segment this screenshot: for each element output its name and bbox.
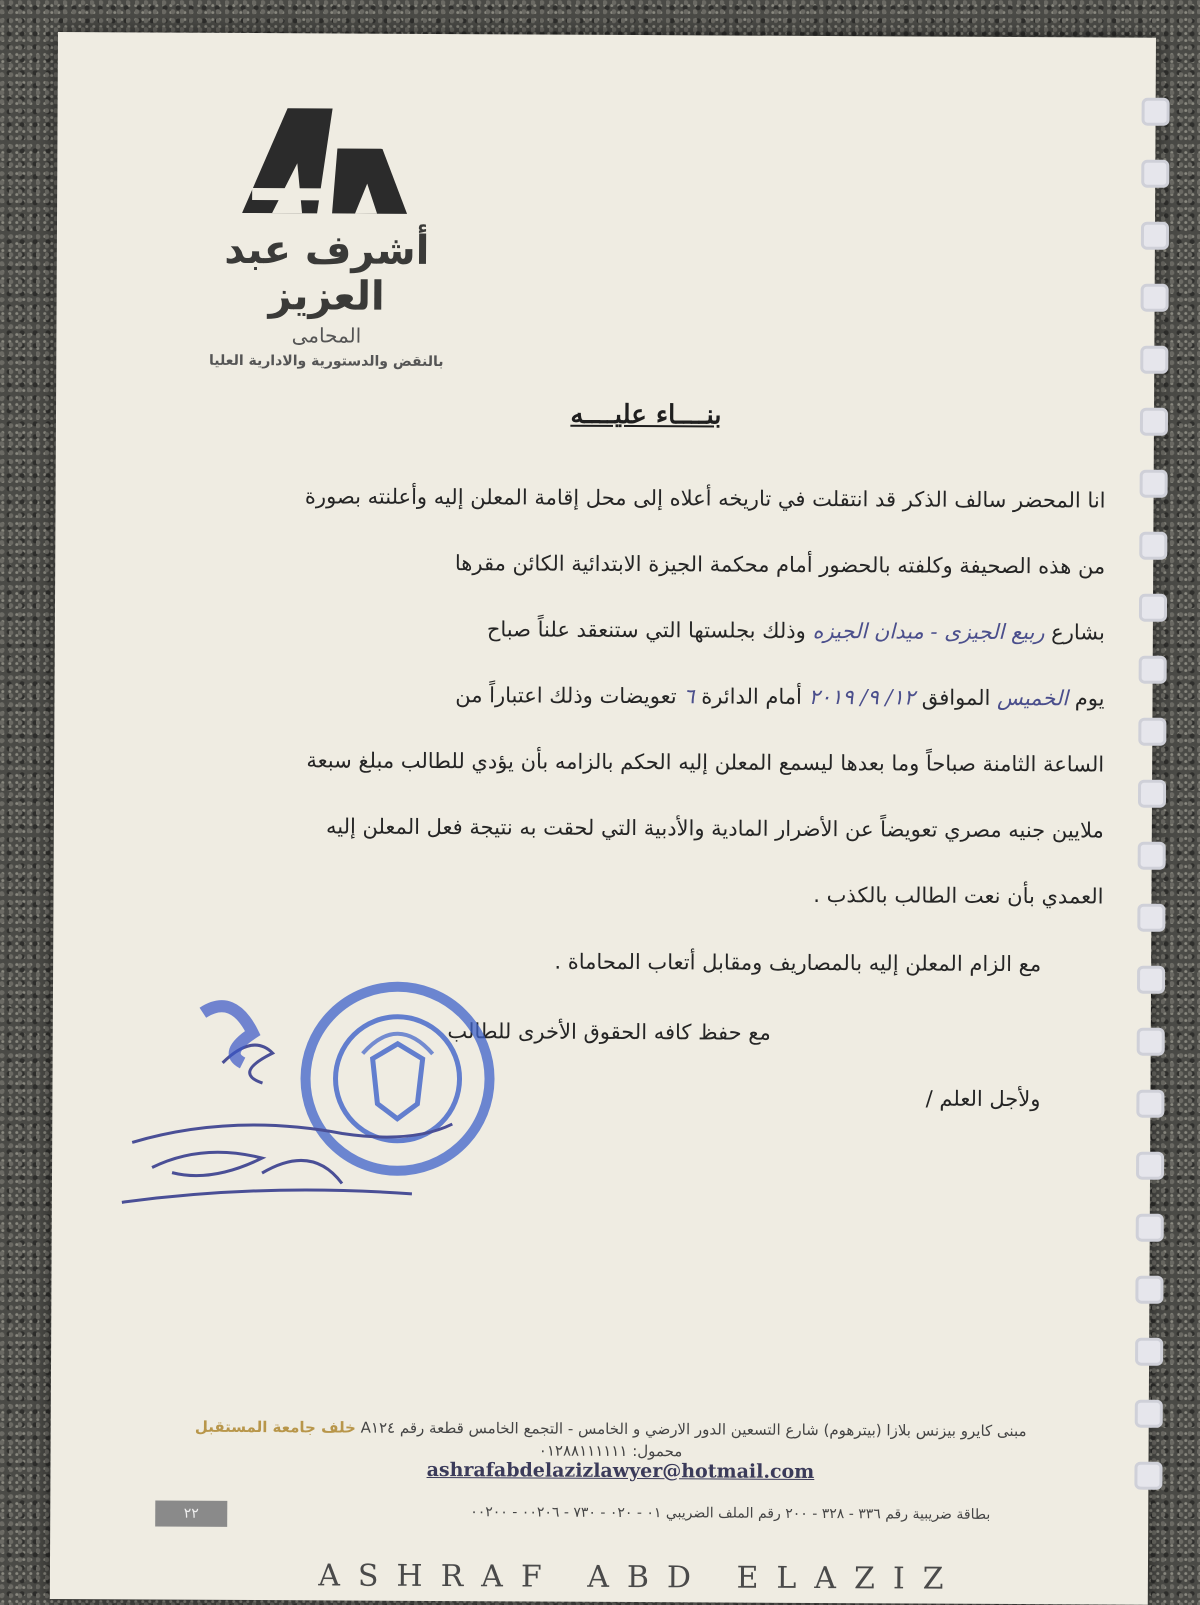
page-number-badge: ٢٢ [155,1501,227,1527]
session-text: وذلك بجلستها التي ستنعقد علناً صباح [486,617,806,643]
body-line-5: الساعة الثامنة صباحاً وما بعدها ليسمع المعلن إليه الحكم بالزامه بأن يؤدي للطالب مبلغ سبعة [306,748,1105,777]
document-body [143,462,1105,929]
binder-ring [1140,408,1168,436]
binder-rings [1132,98,1170,1538]
binder-ring [1135,1338,1163,1366]
binder-ring [1139,656,1167,684]
handwritten-street: ربيع الجيزى - ميدان الجيزه [812,618,1045,645]
lawyer-specialty: بالنقض والدستورية والادارية العليا [208,352,444,371]
binder-ring [1141,284,1169,312]
aa-logo-icon [242,103,413,224]
handwritten-circuit: ٦ [683,684,695,709]
body-line-6: ملايين جنيه مصري تعويضاً عن الأضرار المادية والأدبية التي لحقت به نتيجة فعل المعلن إليه [325,814,1104,843]
binder-ring [1140,470,1168,498]
address-line [131,1417,1091,1440]
binder-ring [1139,594,1167,622]
body-line-3 [145,594,1105,665]
body-line-2: من هذه الصحيفة وكلفته بالحضور أمام محكمة الجيزة الابتدائية الكائن مقرها [454,551,1106,579]
section-heading: بنــــاء عليــــه [570,399,722,431]
binder-ring [1140,346,1168,374]
binder-ring [1135,1400,1163,1428]
binder-ring [1139,532,1167,560]
email-link[interactable]: ashrafabdelazizlawyer@hotmail.com [426,1458,815,1483]
notice-clause: ولأجل العلم / [925,1086,1041,1112]
landmark-text: خلف جامعة المستقبل [194,1417,356,1437]
date-label: الموافق [921,685,991,710]
document-page [50,32,1156,1605]
binder-ring [1138,842,1166,870]
binder-ring [1141,222,1169,250]
plot-number: A١٢٤ [360,1418,396,1437]
body-line-4 [144,660,1104,731]
binder-ring [1137,904,1165,932]
lawyer-title: المحامى [291,323,362,348]
binder-ring [1141,160,1169,188]
street-label: بشارع [1051,620,1105,645]
compensation-text: تعويضات وذلك اعتباراً من [455,683,677,709]
handwritten-day: الخميس [997,685,1069,711]
binder-ring [1138,718,1166,746]
footer-address [131,1417,1091,1462]
handwritten-date: ١٢/ ٩/ ٢٠١٩ [808,684,916,710]
day-label: يوم [1074,686,1105,711]
mobile-number: محمول: ٠١٢٨٨١١١١١١ [538,1441,683,1461]
binder-ring [1136,1152,1164,1180]
lawyer-name: أشرف عبد العزيز [224,226,430,320]
brand-name-strip: ASHRAF ABD ELAZIZ [318,1558,962,1597]
binder-ring [1137,966,1165,994]
binder-ring [1142,98,1170,126]
tax-info: بطاقة ضريبية رقم ٣٣٦ - ٣٢٨ - ٢٠٠ رقم الملف الضريبي ٠١ - ٠٢٠ - ٧٣٠ - ٠٠٢٠٦ - ٠٠٢٠٠ [470,1504,991,1523]
signature-icon [112,992,493,1214]
letterhead-logo [176,103,477,385]
binder-ring [1136,1090,1164,1118]
circuit-label: أمام الدائرة [701,684,802,709]
binder-ring [1136,1214,1164,1242]
binder-ring [1135,1276,1163,1304]
expenses-clause: مع الزام المعلن إليه بالمصاريف ومقابل أتعاب المحاماة . [554,949,1042,977]
binder-ring [1134,1462,1162,1490]
binder-ring [1138,780,1166,808]
rights-clause: مع حفظ كافه الحقوق الأخرى للطالب [447,1019,771,1045]
binder-ring [1137,1028,1165,1056]
address-text: مبنى كايرو بيزنس بلازا (بيترهوم) شارع التسعين الدور الارضي و الخامس - التجمع الخامس قطعة رقم [399,1418,1027,1441]
body-line-1: انا المحضر سالف الذكر قد انتقلت في تاريخه أعلاه إلى محل إقامة المعلن إليه وأعلنته بصورة [304,484,1106,513]
body-line-7: العمدي بأن نعت الطالب بالكذب . [813,882,1104,909]
